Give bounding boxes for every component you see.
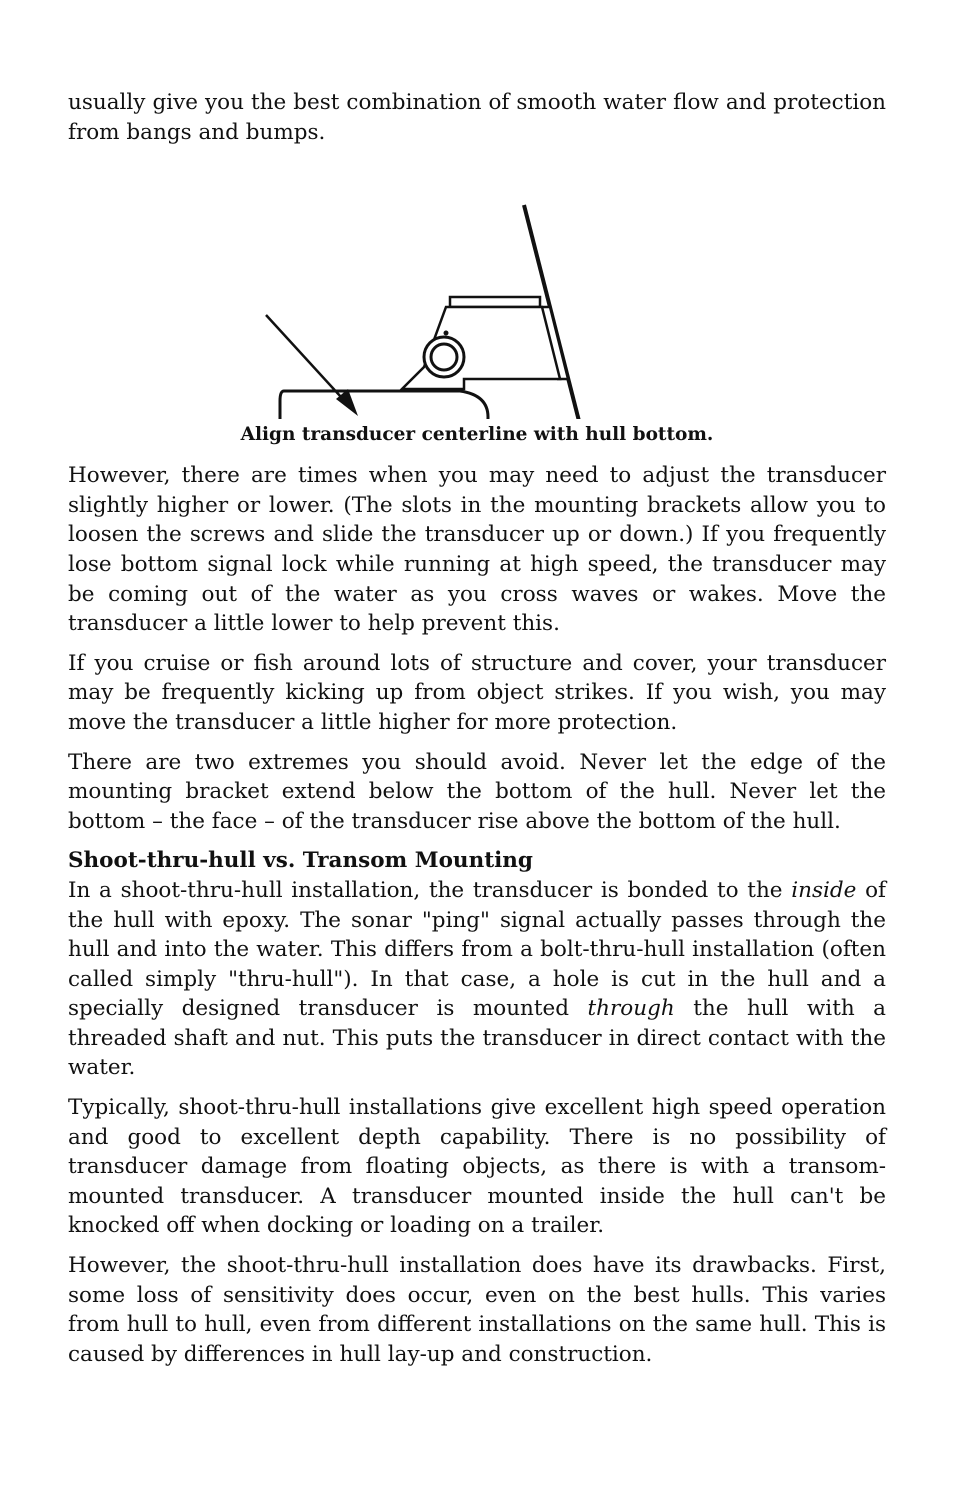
manual-page [68, 88, 886, 1369]
extremes-paragraph: There are two extremes you should avoid. Never let the edge of the mounting bracket extend below the bottom of the hull. Never let the bottom – the face – of the transducer rise above the bottom of the hull. [68, 749, 886, 834]
pivot-dot [444, 331, 449, 336]
transducer-figure [68, 147, 886, 419]
adjust-paragraph: However, there are times when you may need to adjust the transducer slightly higher or lower. (The slots in the mounting brackets allow you to loosen the screws and slide the transducer up or down.) If you frequently lose bottom signal lock while running at high speed, the transducer may be coming out of the water as you cross waves or wakes. Move the transducer a little lower to help prevent this. [68, 463, 886, 637]
intro-paragraph: usually give you the best combination of smooth water flow and protection from bangs and bumps. [68, 90, 886, 145]
transducer-mount-illustration [68, 147, 886, 419]
shoot-thru-text-3: the hull with a threaded shaft and nut. This puts the transducer in direct contact with the water. [68, 996, 887, 1081]
pivot-bolt-inner [431, 344, 457, 370]
through-emphasis: through [587, 996, 675, 1022]
inside-emphasis: inside [791, 877, 857, 903]
shoot-thru-text-1: In a shoot-thru-hull installation, the transducer is bonded to the [68, 877, 792, 903]
figure-caption: Align transducer centerline with hull bottom. [240, 424, 714, 446]
bracket-top-plate [450, 297, 540, 307]
advantages-paragraph: Typically, shoot-thru-hull installations give excellent high speed operation and good to excellent depth capability. There is no possibility of transducer damage from floating objects, as there is with a transom-mounted transducer. A transducer mounted inside the hull can't be knocked off when docking or loading on a trailer. [68, 1095, 886, 1239]
shoot-thru-paragraph [68, 876, 886, 1083]
section-heading: Shoot-thru-hull vs. Transom Mounting [68, 848, 533, 874]
shoot-thru-text-2: of the hull with epoxy. The sonar "ping" signal actually passes through the hull and into the water. This differs from a bolt-thru-hull installation (often called simply "thru-hull"). In that case, a hole is cut in the hull and a specially designed transducer is mounted [68, 877, 886, 1022]
transducer-body [280, 391, 488, 419]
structure-paragraph: If you cruise or fish around lots of structure and cover, your transducer may be frequently kicking up from object strikes. If you wish, you may move the transducer a little higher for more protection. [68, 650, 886, 735]
drawbacks-paragraph: However, the shoot-thru-hull installation does have its drawbacks. First, some loss of sensitivity does occur, even on the best hulls. This varies from hull to hull, even from different installations on the same hull. This is caused by differences in hull lay-up and construction. [68, 1253, 886, 1367]
